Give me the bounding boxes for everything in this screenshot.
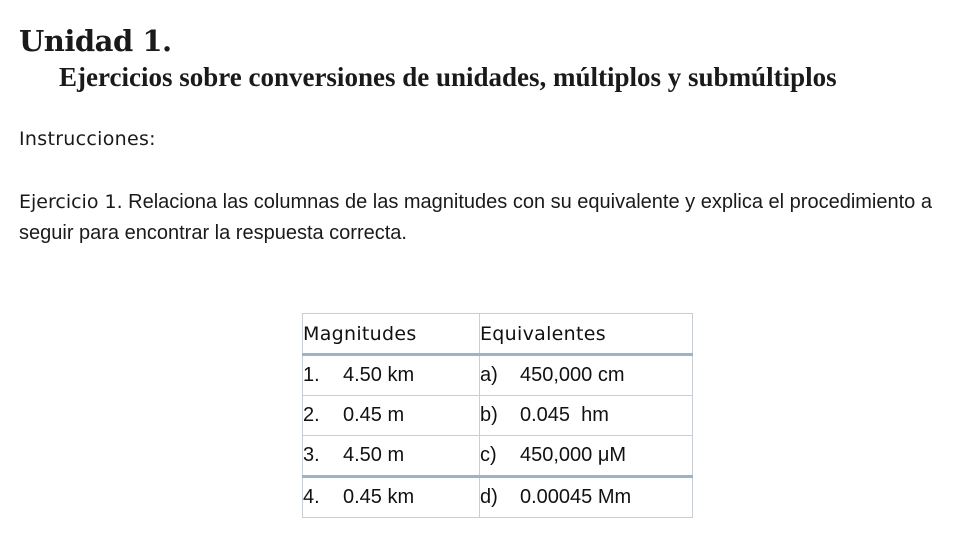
equivalent-cell — [480, 477, 693, 518]
exercise-label: Ejercicio 1. — [19, 191, 123, 213]
magnitude-cell — [303, 396, 480, 436]
equivalent-value: 450,000 cm — [520, 364, 625, 386]
magnitude-value: 0.45 m — [343, 404, 405, 426]
equivalent-value: 0.045 hm — [520, 404, 609, 426]
item-letter: c) — [480, 444, 497, 466]
item-number: 4. — [303, 486, 320, 508]
page-subtitle: Ejercicios sobre conversiones de unidades, múltiplos y submúltiplos — [59, 62, 837, 92]
item-number: 3. — [303, 444, 320, 466]
item-number: 2. — [303, 404, 320, 426]
table-row — [303, 436, 693, 477]
equivalent-cell — [480, 355, 693, 396]
table-header-row — [303, 314, 693, 355]
magnitude-cell — [303, 355, 480, 396]
magnitude-cell — [303, 436, 480, 477]
instructions-label: Instrucciones: — [19, 128, 156, 150]
equivalent-cell — [480, 436, 693, 477]
header-magnitudes: Magnitudes — [303, 314, 480, 355]
magnitude-cell — [303, 477, 480, 518]
item-number: 1. — [303, 364, 320, 386]
conversion-table — [302, 313, 693, 518]
magnitude-value: 4.50 km — [343, 364, 415, 386]
table-row — [303, 477, 693, 518]
exercise-text: Relaciona las columnas de las magnitudes con su equivalente y explica el procedimiento a seguir para encontrar la respuesta correcta. — [19, 191, 932, 244]
equivalent-value: 0.00045 Mm — [520, 486, 632, 508]
magnitude-value: 4.50 m — [343, 444, 405, 466]
magnitude-value: 0.45 km — [343, 486, 415, 508]
table-row — [303, 355, 693, 396]
table-row — [303, 396, 693, 436]
item-letter: b) — [480, 404, 498, 426]
equivalent-value: 450,000 μM — [520, 444, 627, 466]
unit-title: Unidad 1. — [19, 24, 172, 58]
header-equivalents: Equivalentes — [480, 314, 693, 355]
item-letter: a) — [480, 364, 498, 386]
equivalent-cell — [480, 396, 693, 436]
item-letter: d) — [480, 486, 498, 508]
exercise-1-statement — [19, 187, 959, 249]
